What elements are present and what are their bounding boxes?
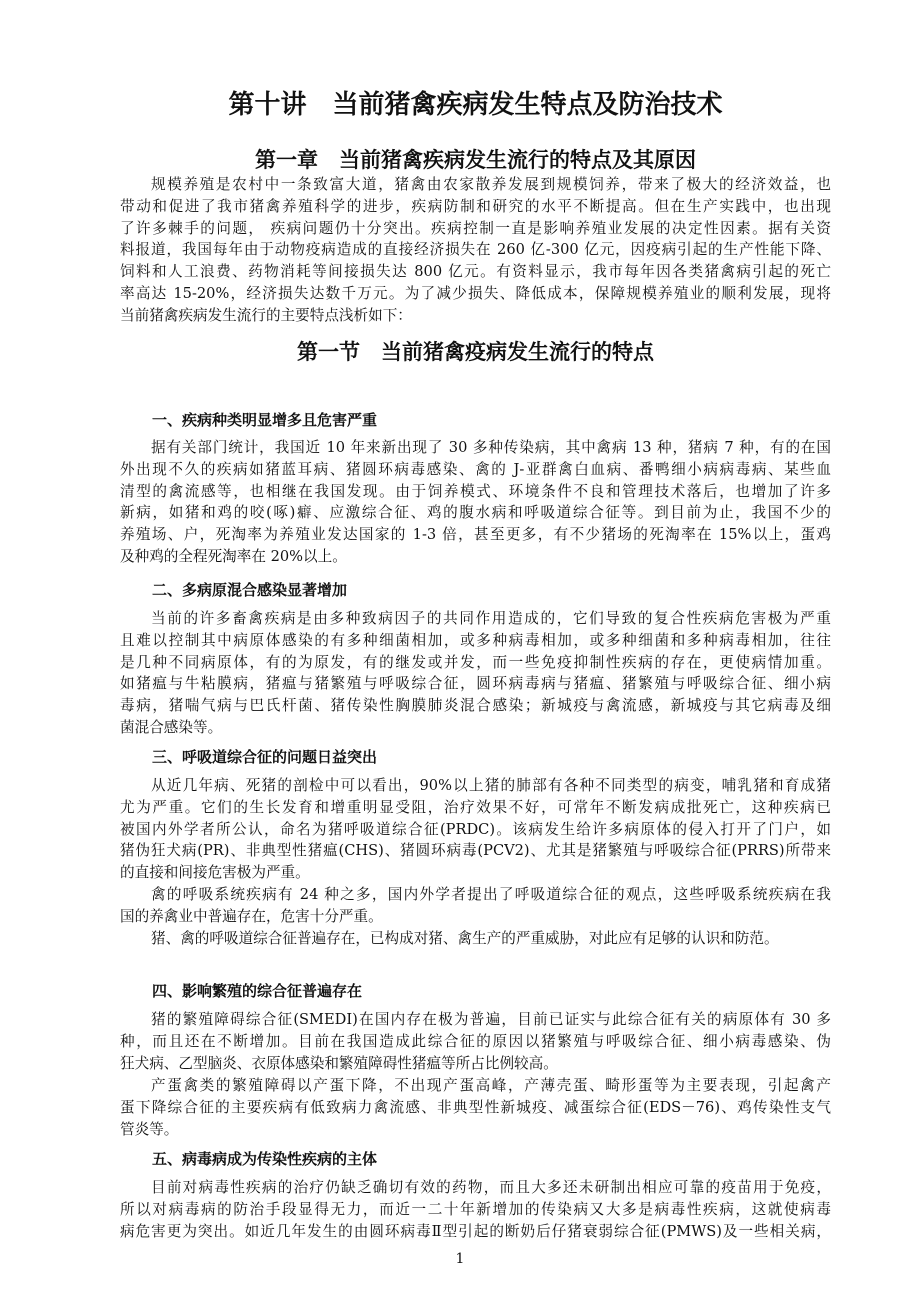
chapter-heading: 第一章 当前猪禽疾病发生流行的特点及其原因: [255, 148, 696, 172]
text-line: 当前的许多畜禽疾病是由多种致病因子的共同作用造成的，它们导致的复合性疾病危害极为严重: [151, 610, 831, 627]
text-line: 尤为严重。它们的生长发育和增重明显受阻，治疗效果不好，可常年不断发病成批死亡，这种疾病已: [120, 798, 831, 816]
intro-paragraph: [120, 174, 831, 327]
page-number: 1: [455, 1251, 465, 1267]
text-line: 病危害更为突出。如近几年发生的由圆环病毒Ⅱ型引起的断奶后仔猪衰弱综合征(PMWS)及一些相关病，: [120, 1222, 831, 1240]
text-line: 所以对病毒病的防治手段显得无力，而近一二十年新增加的传染病又大多是病毒性疾病，这就使病毒: [120, 1200, 831, 1218]
paragraph-4a: [120, 1009, 831, 1074]
text-line: 毒病，猪喘气病与巴氏杆菌、猪传染性胸膜肺炎混合感染；新城疫与禽流感，新城疫与其它病毒及细: [120, 697, 831, 715]
document-title: 第十讲 当前猪禽疾病发生特点及防治技术: [228, 90, 723, 120]
text-line: 的直接和间接危害极为严重。: [120, 864, 310, 882]
text-line: 管炎等。: [120, 1120, 179, 1138]
text-line: 带动和促进了我市猪禽养殖科学的进步，疾病防制和研究的水平不断提高。但在生产实践中，也出现: [120, 197, 831, 215]
subheading-4: 四、影响繁殖的综合征普遍存在: [152, 982, 363, 1000]
text-line: 菌混合感染等。: [120, 718, 223, 736]
text-line: 种，而且还在不断增加。目前在我国造成此综合征的原因以猪繁殖与呼吸综合征、细小病毒感染、伪: [120, 1032, 831, 1050]
text-line: 是几种不同病原体，有的为原发，有的继发或并发，而一些免疫抑制性疾病的存在，更使病情加重。: [120, 653, 831, 671]
subheading-2: 二、多病原混合感染显著增加: [152, 581, 348, 599]
text-line: 清型的禽流感等，也相继在我国发现。由于饲养模式、环境条件不良和管理技术落后，也增加了许多: [120, 482, 831, 500]
text-line: 了许多棘手的问题， 疾病问题仍十分突出。疾病控制一直是影响养殖业发展的决定性因素。据有关资: [120, 219, 831, 237]
text-line: 如猪瘟与牛粘膜病，猪瘟与猪繁殖与呼吸综合征，圆环病毒病与猪瘟、猪繁殖与呼吸综合征、细小病: [120, 675, 831, 693]
text-line: 禽的呼吸系统疾病有 24 种之多，国内外学者提出了呼吸道综合征的观点，这些呼吸系统疾病在我: [151, 886, 831, 903]
text-line: 从近几年病、死猪的剖检中可以看出，90%以上猪的肺部有各种不同类型的病变，哺乳猪和育成猪: [151, 777, 831, 794]
text-line: 目前对病毒性疾病的治疗仍缺乏确切有效的药物，而且大多还未研制出相应可靠的疫苗用于免疫，: [151, 1179, 831, 1196]
paragraph-5: [120, 1177, 831, 1242]
text-line: 蛋下降综合征的主要疾病有低致病力禽流感、非典型性新城疫、减蛋综合征(EDS－76)、鸡传染性支气: [120, 1098, 831, 1116]
text-line: 猪的繁殖障碍综合征(SMEDI)在国内存在极为普遍，目前已证实与此综合征有关的病原体有 30 多: [151, 1011, 831, 1028]
subheading-3: 三、呼吸道综合征的问题日益突出: [152, 748, 378, 766]
paragraph-3a: [120, 775, 831, 884]
text-line: 且难以控制其中病原体感染的有多种细菌相加，或多种病毒相加，或多种细菌和多种病毒相加，往往: [120, 631, 831, 649]
paragraph-3c: [120, 928, 831, 950]
text-line: 饲料和人工浪费、药物消耗等间接损失达 800 亿元。有资料显示，我市每年因各类猪禽病引起的死亡: [120, 263, 831, 281]
paragraph-4b: [120, 1075, 831, 1140]
paragraph-1: [120, 437, 831, 568]
text-line: 猪伪狂犬病(PR)、非典型性猪瘟(CHS)、猪圆环病毒(PCV2)、尤其是猪繁殖与呼吸综合征(PRRS)所带来: [120, 842, 831, 860]
paragraph-2: [120, 608, 831, 739]
text-line: 料报道，我国每年由于动物疫病造成的直接经济损失在 260 亿-300 亿元，因疫病引起的生产性能下降、: [120, 241, 831, 259]
text-line: 猪、禽的呼吸道综合征普遍存在，已构成对猪、禽生产的严重威胁，对此应有足够的认识和防范。: [151, 930, 779, 947]
text-line: 规模养殖是农村中一条致富大道，猪禽由农家散养发展到规模饲养，带来了极大的经济效益，也: [151, 176, 831, 193]
subheading-1: 一、疾病种类明显增多且危害严重: [152, 411, 378, 429]
subheading-5: 五、病毒病成为传染性疾病的主体: [152, 1150, 378, 1168]
text-line: 据有关部门统计，我国近 10 年来新出现了 30 多种传染病，其中禽病 13 种，猪病 7 种，有的在国: [151, 439, 831, 456]
text-line: 被国内外学者所公认，命名为猪呼吸道综合征(PRDC)。该病发生给许多病原体的侵入打开了门户，如: [120, 820, 831, 838]
text-line: 国的养禽业中普遍存在，危害十分严重。: [120, 907, 383, 925]
paragraph-3b: [120, 884, 831, 928]
text-line: 狂犬病、乙型脑炎、衣原体感染和繁殖障碍性猪瘟等所占比例较高。: [120, 1054, 558, 1072]
text-line: 养殖场、户，死淘率为养殖业发达国家的 1-3 倍，甚至更多，有不少猪场的死淘率在 15%以上，蛋鸡: [120, 526, 831, 544]
text-line: 率高达 15-20%，经济损失达数千万元。为了减少损失、降低成本，保障规模养殖业的顺利发展，现将: [120, 284, 831, 302]
text-line: 外出现不久的疾病如猪蓝耳病、猪圆环病毒感染、禽的 J-亚群禽白血病、番鸭细小病病毒病、某些血: [120, 460, 831, 478]
text-line: 产蛋禽类的繁殖障碍以产蛋下降，不出现产蛋高峰，产薄壳蛋、畸形蛋等为主要表现，引起禽产: [151, 1077, 831, 1094]
text-line: 及种鸡的全程死淘率在 20%以上。: [120, 547, 347, 565]
text-line: 当前猪禽疾病发生流行的主要特点浅析如下：: [120, 306, 412, 324]
text-line: 新病，如猪和鸡的咬(啄)癖、应激综合征、鸡的腹水病和呼吸道综合征等。到目前为止，我国不少的: [120, 504, 831, 522]
section-heading: 第一节 当前猪禽疫病发生流行的特点: [297, 340, 654, 364]
